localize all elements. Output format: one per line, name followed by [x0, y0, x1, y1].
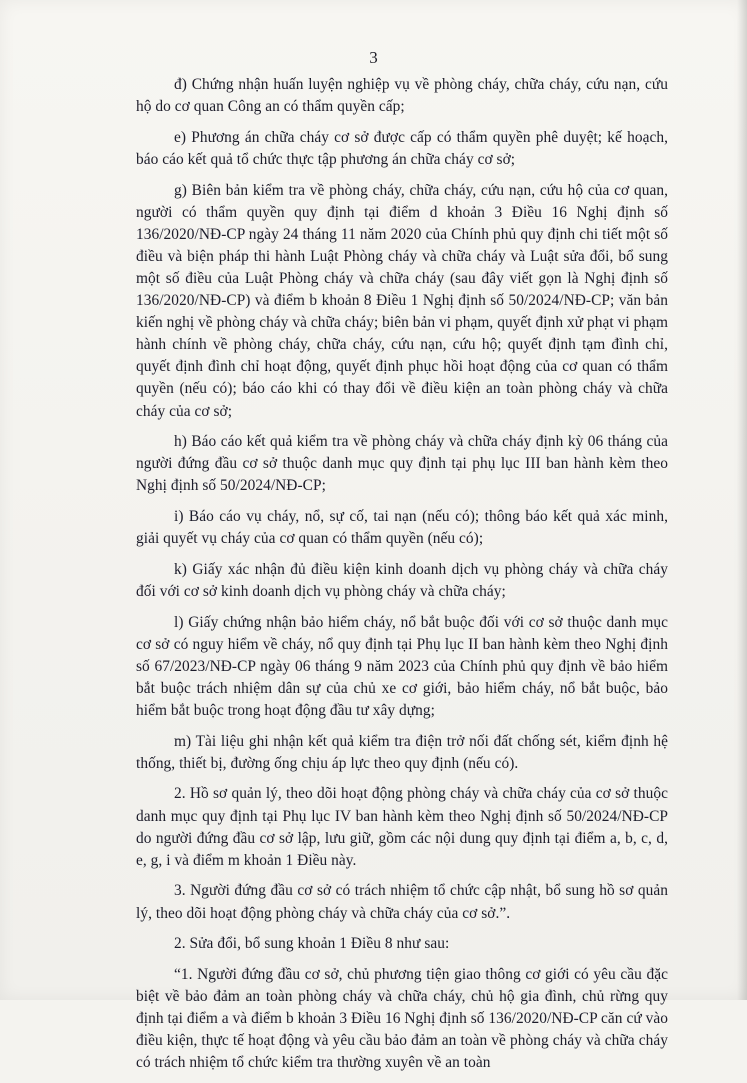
paragraph-clause-2: 2. Hồ sơ quản lý, theo dõi hoạt động phòng cháy và chữa cháy của cơ sở thuộc danh mục quy định tại Phụ lục IV ban hành kèm theo Nghị định số 50/2024/NĐ-CP do người đứng đầu cơ sở lập, lưu giữ, gồm các nội dung quy định tại điểm a, b, c, d, e, g, i và điểm m khoản 1 Điều này. [136, 785, 668, 869]
paragraph-amendment-clause-1: “1. Người đứng đầu cơ sở, chủ phương tiện giao thông cơ giới có yêu cầu đặc biệt về bảo đảm an toàn phòng cháy và chữa cháy, chủ hộ gia đình, chủ rừng quy định tại điểm a và điểm b khoản 3 Điều 16 Nghị định số 136/2020/NĐ-CP căn cứ vào điều kiện, thực tế hoạt động và yêu cầu bảo đảm an toàn về phòng cháy và chữa cháy có trách nhiệm tổ chức kiểm tra thường xuyên về an toàn [136, 965, 668, 1072]
paragraph-i: i) Báo cáo vụ cháy, nổ, sự cố, tai nạn (nếu có); thông báo kết quả xác minh, giải quyết vụ cháy của cơ quan có thẩm quyền (nếu có); [136, 508, 668, 548]
paragraph-clause-3: 3. Người đứng đầu cơ sở có trách nhiệm tổ chức cập nhật, bổ sung hồ sơ quản lý, theo dõi hoạt động phòng cháy và chữa cháy của cơ sở.”. [136, 882, 668, 922]
paragraph-h: h) Báo cáo kết quả kiểm tra về phòng cháy và chữa cháy định kỳ 06 tháng của người đứng đầu cơ sở thuộc danh mục quy định tại phụ lục III ban hành kèm theo Nghị định số 50/2024/NĐ-CP; [136, 433, 668, 495]
document-body [136, 74, 668, 1083]
paragraph-e: e) Phương án chữa cháy cơ sở được cấp có thẩm quyền phê duyệt; kế hoạch, báo cáo kết quả tổ chức thực tập phương án chữa cháy cơ sở; [136, 128, 668, 168]
paragraph-l: l) Giấy chứng nhận bảo hiểm cháy, nổ bắt buộc đối với cơ sở thuộc danh mục cơ sở có nguy hiểm về cháy, nổ quy định tại Phụ lục II ban hành kèm theo Nghị định số 67/2023/NĐ-CP ngày 06 tháng 9 năm 2023 của Chính phủ quy định về bảo hiểm bắt buộc trách nhiệm dân sự của chủ xe cơ giới, bảo hiểm cháy, nổ bắt buộc, bảo hiểm bắt buộc trong hoạt động đầu tư xây dựng; [136, 613, 668, 719]
page-number: 3 [369, 48, 378, 67]
paragraph-amendment-heading: 2. Sửa đổi, bổ sung khoản 1 Điều 8 như sau: [174, 935, 450, 953]
paragraph-m: m) Tài liệu ghi nhận kết quả kiểm tra điện trở nối đất chống sét, kiểm định hệ thống, thiết bị, đường ống chịu áp lực theo quy định (nếu có). [136, 732, 668, 772]
paragraph-k: k) Giấy xác nhận đủ điều kiện kinh doanh dịch vụ phòng cháy và chữa cháy đối với cơ sở kinh doanh dịch vụ phòng cháy và chữa cháy; [136, 560, 668, 600]
page-edge-shadow [737, 0, 747, 1000]
paragraph-g: g) Biên bản kiểm tra về phòng cháy, chữa cháy, cứu nạn, cứu hộ của cơ quan, người có thẩm quyền quy định tại điểm d khoản 3 Điều 16 Nghị định số 136/2020/NĐ-CP ngày 24 tháng 11 năm 2020 của Chính phủ quy định chi tiết một số điều và biện pháp thi hành Luật Phòng cháy và chữa cháy và Luật sửa đổi, bổ sung một số điều của Luật Phòng cháy và chữa cháy (sau đây viết gọn là Nghị định số 136/2020/NĐ-CP) và điểm b khoản 8 Điều 1 Nghị định số 50/2024/NĐ-CP; văn bản kiến nghị về phòng cháy và chữa cháy; biên bản vi phạm, quyết định xử phạt vi phạm hành chính về phòng cháy, chữa cháy, cứu nạn, cứu hộ; quyết định tạm đình chỉ, quyết định đình chỉ hoạt động, quyết định phục hồi hoạt động của cơ quan có thẩm quyền (nếu có); báo cáo khi có thay đổi về điều kiện an toàn phòng cháy và chữa cháy của cơ sở; [136, 181, 668, 420]
paragraph-d-stroke: đ) Chứng nhận huấn luyện nghiệp vụ về phòng cháy, chữa cháy, cứu nạn, cứu hộ do cơ quan Công an có thẩm quyền cấp; [136, 76, 668, 116]
